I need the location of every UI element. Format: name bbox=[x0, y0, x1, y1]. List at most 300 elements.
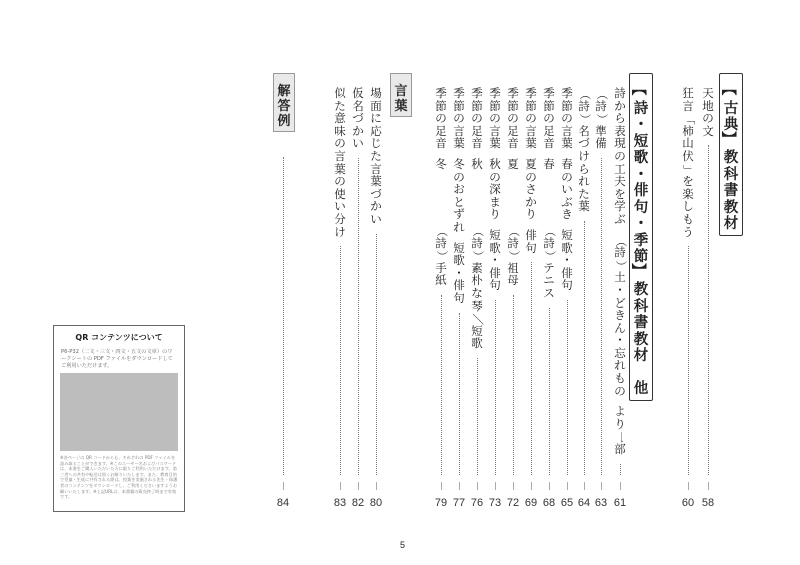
char: 節 bbox=[633, 249, 649, 265]
char: 言 bbox=[394, 84, 408, 99]
char: 山 bbox=[682, 136, 694, 151]
char: 葉 bbox=[489, 136, 501, 151]
char: ら bbox=[614, 111, 626, 126]
char: 狂 bbox=[682, 86, 694, 100]
page-tick bbox=[549, 482, 550, 490]
char: 春 bbox=[561, 156, 573, 171]
char: ） bbox=[595, 113, 610, 126]
char: ま bbox=[489, 194, 501, 209]
page-tick bbox=[495, 482, 496, 490]
page-tick bbox=[567, 482, 568, 490]
toc-entry-title bbox=[334, 88, 346, 239]
char: れ bbox=[453, 219, 465, 234]
toc-entry-koten-2[interactable] bbox=[678, 88, 698, 482]
char: 葉 bbox=[525, 136, 537, 151]
char: 詩 bbox=[578, 98, 590, 113]
char: ） bbox=[471, 250, 486, 263]
char: 母 bbox=[507, 273, 519, 288]
char: か bbox=[525, 194, 537, 209]
page-tick bbox=[441, 482, 442, 490]
char: ） bbox=[614, 260, 629, 272]
char: 材 bbox=[633, 348, 649, 364]
section-title-text bbox=[629, 80, 649, 397]
char: の bbox=[561, 111, 573, 126]
char: 柿 bbox=[682, 123, 694, 138]
char: 葉 bbox=[370, 174, 382, 189]
toc-entry-kaito-1[interactable] bbox=[273, 150, 293, 482]
char: 似 bbox=[334, 86, 346, 100]
toc-entry-subtitle bbox=[453, 240, 465, 306]
char: （ bbox=[471, 225, 486, 237]
toc-entry-subtitle bbox=[435, 225, 450, 288]
char: 学 bbox=[614, 199, 626, 214]
char: け bbox=[578, 148, 590, 163]
char: 歌 bbox=[453, 253, 465, 268]
toc-entry-shi-6[interactable] bbox=[521, 88, 541, 482]
char: の bbox=[471, 111, 483, 126]
char: 言 bbox=[525, 123, 537, 138]
char: 節 bbox=[525, 98, 537, 113]
tab-title-text bbox=[394, 80, 408, 114]
char: の bbox=[453, 111, 465, 126]
toc-entry-subtitle bbox=[471, 225, 486, 351]
char: 葉 bbox=[578, 199, 590, 214]
char: な bbox=[471, 285, 483, 300]
toc-entry-shi-5[interactable] bbox=[539, 88, 559, 482]
char: ニ bbox=[543, 273, 555, 288]
char: さ bbox=[525, 182, 537, 197]
leader-dots bbox=[620, 464, 621, 475]
char: り bbox=[525, 207, 537, 222]
char: も bbox=[614, 371, 626, 386]
char: 教 bbox=[723, 150, 739, 166]
char: 】 bbox=[719, 130, 736, 145]
char: （ bbox=[578, 88, 593, 101]
char: 「 bbox=[682, 113, 697, 126]
char: 短 bbox=[471, 323, 483, 338]
toc-entry-title bbox=[614, 88, 626, 227]
leader-dots bbox=[601, 158, 602, 475]
char: 古 bbox=[723, 100, 739, 117]
char: 短 bbox=[561, 227, 573, 242]
char: 葉 bbox=[453, 136, 465, 151]
toc-entry-subtitle bbox=[543, 225, 558, 301]
char: う bbox=[682, 224, 694, 239]
char: の bbox=[507, 111, 519, 126]
char: の bbox=[561, 169, 573, 184]
char: き bbox=[561, 207, 573, 222]
char: 【 bbox=[629, 81, 646, 96]
toc-entry-title bbox=[702, 88, 714, 138]
char: の bbox=[614, 383, 626, 398]
char: 応 bbox=[370, 123, 382, 138]
char: の bbox=[334, 136, 346, 151]
char: に bbox=[370, 111, 382, 126]
char: ／ bbox=[471, 313, 486, 326]
char: 朴 bbox=[471, 273, 483, 288]
char: ス bbox=[543, 285, 555, 300]
char: 俳 bbox=[525, 227, 537, 242]
char: 夏 bbox=[525, 156, 537, 171]
char: 季 bbox=[543, 86, 555, 100]
char: 季 bbox=[561, 86, 573, 100]
char: れ bbox=[578, 174, 590, 189]
char: 音 bbox=[471, 136, 483, 151]
char: 忘 bbox=[614, 345, 626, 360]
toc-entry-title bbox=[453, 88, 465, 235]
char: ・ bbox=[633, 117, 649, 133]
char: 句 bbox=[489, 278, 501, 293]
char: 現 bbox=[614, 136, 626, 151]
char: じ bbox=[370, 136, 382, 151]
toc-page-number: 69 bbox=[524, 497, 538, 509]
char: も bbox=[682, 211, 694, 226]
char: づ bbox=[370, 186, 382, 201]
char: 歌 bbox=[471, 336, 483, 351]
char: か bbox=[370, 199, 382, 214]
char: の bbox=[453, 169, 465, 184]
toc-entry-koten-1[interactable] bbox=[698, 88, 718, 482]
char: 冬 bbox=[453, 156, 465, 171]
char: 解 bbox=[277, 84, 291, 99]
char: 例 bbox=[277, 114, 291, 129]
char: と bbox=[453, 194, 465, 209]
char: 部 bbox=[614, 442, 626, 457]
char: 科 bbox=[633, 298, 649, 315]
leader-dots bbox=[495, 300, 496, 475]
char: よ bbox=[614, 404, 626, 419]
char: 季 bbox=[633, 232, 649, 249]
qr-box-notes: ※各ページの QR コードからも、それぞれの PDF ファイルを読み取ることができます。※このユーザー名およびパスワードは、本書をご購入いただいた方に限りご利用いただけます。第三者への共有や転送は固くお断りいたします。また、教育目的で児童・生徒に共有される際は、授業を実施される先生・保護者のコンテンツをダウンロードし、ご利用くださいますようお願いいたします。※上記URLは、本書籍の販売終了時まで有効です。 bbox=[60, 455, 178, 500]
char: 節 bbox=[453, 98, 465, 113]
char: 仮 bbox=[352, 86, 364, 100]
char: ） bbox=[435, 250, 450, 263]
char: を bbox=[614, 186, 626, 201]
char: 節 bbox=[489, 98, 501, 113]
char: の bbox=[614, 148, 626, 163]
tab-title-text bbox=[277, 80, 291, 129]
char: の bbox=[435, 111, 447, 126]
page-tick bbox=[513, 482, 514, 490]
char: れ bbox=[614, 358, 626, 373]
toc-page-number: 82 bbox=[351, 497, 365, 509]
char: 夏 bbox=[507, 156, 519, 171]
char: 俳 bbox=[633, 183, 649, 199]
qr-contents-box bbox=[53, 325, 185, 512]
char: 葉 bbox=[334, 161, 346, 176]
char: 書 bbox=[633, 315, 649, 331]
char: 伏 bbox=[682, 148, 694, 163]
char: 短 bbox=[489, 227, 501, 242]
leader-dots bbox=[283, 157, 284, 475]
char: か bbox=[352, 123, 364, 138]
page-tick bbox=[620, 482, 621, 490]
toc-page-number: 73 bbox=[488, 497, 502, 509]
char: 詩 bbox=[507, 235, 519, 250]
char: 季 bbox=[435, 86, 447, 100]
toc-entry-subtitle bbox=[614, 235, 629, 457]
char: 冬 bbox=[435, 156, 447, 171]
char: テ bbox=[543, 260, 555, 275]
char: か bbox=[614, 98, 626, 113]
char: お bbox=[453, 182, 465, 197]
char: 春 bbox=[543, 156, 555, 171]
char: ら bbox=[578, 161, 590, 176]
char: 一 bbox=[614, 431, 629, 444]
char: づ bbox=[578, 136, 590, 151]
toc-entry-shi-11[interactable] bbox=[431, 88, 451, 482]
char: 歌 bbox=[633, 150, 649, 166]
toc-entry-kotoba-3[interactable] bbox=[330, 88, 350, 482]
char: ・ bbox=[633, 216, 649, 232]
char: 表 bbox=[614, 123, 626, 138]
char: た bbox=[334, 98, 346, 113]
char: 祖 bbox=[507, 260, 519, 275]
char: の bbox=[702, 111, 714, 126]
char: 典 bbox=[723, 117, 739, 133]
char: 歌 bbox=[561, 240, 573, 255]
toc-entry-title bbox=[682, 86, 697, 239]
char: 俳 bbox=[561, 265, 573, 280]
char: 工 bbox=[614, 161, 626, 176]
page-tick bbox=[340, 482, 341, 490]
toc-entry-title bbox=[543, 88, 555, 172]
leader-dots bbox=[567, 300, 568, 475]
toc-entry-title bbox=[595, 88, 610, 151]
char: 節 bbox=[543, 98, 555, 113]
char: 句 bbox=[633, 199, 649, 216]
toc-entry-shi-2[interactable] bbox=[591, 88, 611, 482]
char: 句 bbox=[525, 240, 537, 255]
qr-box-title: QR コンテンツについて bbox=[75, 333, 163, 342]
char: 味 bbox=[334, 123, 346, 138]
char: 句 bbox=[561, 278, 573, 293]
char: 場 bbox=[370, 86, 382, 100]
char: 」 bbox=[682, 164, 697, 176]
toc-page-number: 84 bbox=[276, 497, 290, 509]
char: 答 bbox=[277, 99, 291, 114]
page-tick bbox=[688, 482, 689, 490]
char: 足 bbox=[471, 123, 483, 138]
toc-entry-title bbox=[471, 88, 483, 172]
char: 言 bbox=[682, 98, 694, 113]
char: ・ bbox=[489, 253, 501, 268]
leader-dots bbox=[584, 221, 585, 475]
toc-page-number: 68 bbox=[542, 497, 556, 509]
tab-heading-kaito bbox=[273, 73, 295, 132]
char: ・ bbox=[633, 166, 649, 183]
char: 分 bbox=[334, 211, 346, 226]
char: ど bbox=[614, 295, 626, 310]
char: い bbox=[370, 211, 382, 226]
qr-box-text: P6-P32（二文・三文・四文・五文の文章）のワークシートの PDF ファイルをダウンロードしてご利用いただけます。 bbox=[61, 349, 173, 369]
char: い bbox=[334, 199, 346, 214]
section-heading-koten bbox=[719, 73, 743, 236]
toc-entry-title bbox=[489, 88, 501, 222]
char: 俳 bbox=[453, 278, 465, 293]
page-tick bbox=[601, 482, 602, 490]
page-tick bbox=[531, 482, 532, 490]
char: 【 bbox=[719, 81, 736, 96]
char: （ bbox=[543, 225, 558, 237]
toc-entry-subtitle bbox=[489, 227, 501, 293]
char: 足 bbox=[543, 123, 555, 138]
page-folio: 5 bbox=[400, 540, 406, 550]
leader-dots bbox=[688, 246, 689, 475]
char: 素 bbox=[471, 260, 483, 275]
char: 季 bbox=[471, 86, 483, 100]
char: 深 bbox=[489, 182, 501, 197]
toc-entry-shi-9[interactable] bbox=[467, 88, 487, 482]
char: の bbox=[525, 111, 537, 126]
toc-entry-shi-10[interactable] bbox=[449, 88, 469, 482]
char: （ bbox=[595, 88, 610, 101]
char: ぶ bbox=[614, 211, 626, 226]
toc-page-number: 60 bbox=[681, 497, 695, 509]
char: 節 bbox=[507, 98, 519, 113]
toc-entry-shi-1[interactable] bbox=[610, 88, 630, 482]
char: ・ bbox=[614, 333, 626, 348]
char: ） bbox=[578, 113, 593, 126]
char: 地 bbox=[702, 98, 714, 113]
leader-dots bbox=[477, 358, 478, 475]
char: 足 bbox=[507, 123, 519, 138]
char: 季 bbox=[453, 86, 465, 100]
char: し bbox=[682, 199, 694, 214]
char: 詩 bbox=[614, 86, 626, 100]
toc-entry-title bbox=[435, 88, 447, 172]
char: 詩 bbox=[471, 235, 483, 250]
char: 詩 bbox=[633, 100, 649, 117]
char: 名 bbox=[578, 123, 590, 138]
toc-entry-shi-8[interactable] bbox=[485, 88, 505, 482]
char: 節 bbox=[435, 98, 447, 113]
char: 材 bbox=[723, 216, 739, 232]
char: ） bbox=[543, 250, 558, 263]
char: 音 bbox=[435, 136, 447, 151]
char: 葉 bbox=[394, 99, 408, 114]
char: 季 bbox=[489, 86, 501, 100]
toc-page-number: 77 bbox=[452, 497, 466, 509]
char: ・ bbox=[561, 253, 573, 268]
char: 短 bbox=[453, 240, 465, 255]
char: 他 bbox=[633, 381, 649, 397]
toc-entry-title bbox=[352, 88, 364, 151]
toc-entry-title bbox=[525, 88, 537, 222]
leader-dots bbox=[513, 295, 514, 475]
char: 節 bbox=[471, 98, 483, 113]
char: 秋 bbox=[489, 156, 501, 171]
toc-entry-shi-4[interactable] bbox=[557, 88, 577, 482]
char: 】 bbox=[629, 262, 646, 277]
toc-entry-subtitle bbox=[561, 227, 573, 293]
char: （ bbox=[435, 225, 450, 237]
char: 名 bbox=[352, 98, 364, 113]
char: の bbox=[525, 169, 537, 184]
char: た bbox=[370, 148, 382, 163]
char: の bbox=[543, 111, 555, 126]
char: 句 bbox=[453, 290, 465, 305]
toc-entry-title bbox=[370, 88, 382, 227]
char: 楽 bbox=[682, 186, 694, 201]
char: 土 bbox=[614, 270, 626, 285]
toc-entry-title bbox=[561, 88, 573, 222]
page-tick bbox=[358, 482, 359, 490]
char: 秋 bbox=[471, 156, 483, 171]
page-tick bbox=[376, 482, 377, 490]
char: 詩 bbox=[543, 235, 555, 250]
char: ・ bbox=[453, 265, 465, 280]
char: 言 bbox=[334, 148, 346, 163]
char: 紙 bbox=[435, 273, 447, 288]
char: 詩 bbox=[435, 235, 447, 250]
toc-page-number: 58 bbox=[701, 497, 715, 509]
char: 葉 bbox=[561, 136, 573, 151]
toc-page-number: 61 bbox=[613, 497, 627, 509]
char: 備 bbox=[595, 136, 607, 151]
toc-page-number: 72 bbox=[506, 497, 520, 509]
char: （ bbox=[507, 225, 522, 237]
leader-dots bbox=[549, 308, 550, 475]
leader-dots bbox=[358, 158, 359, 475]
toc-page-number: 83 bbox=[333, 497, 347, 509]
char: け bbox=[334, 224, 346, 239]
toc-entry-title bbox=[507, 88, 519, 172]
toc-page-number: 76 bbox=[470, 497, 484, 509]
page-tick bbox=[477, 482, 478, 490]
leader-dots bbox=[459, 313, 460, 476]
char: 使 bbox=[334, 186, 346, 201]
page-tick bbox=[708, 482, 709, 490]
char: 音 bbox=[507, 136, 519, 151]
char: 言 bbox=[453, 123, 465, 138]
toc-entry-title bbox=[578, 88, 593, 214]
toc-entry-shi-3[interactable] bbox=[574, 88, 594, 482]
char: 言 bbox=[489, 123, 501, 138]
char: ず bbox=[453, 207, 465, 222]
leader-dots bbox=[531, 262, 532, 475]
toc-page-number: 63 bbox=[594, 497, 608, 509]
toc-entry-subtitle bbox=[525, 227, 537, 255]
char: 科 bbox=[723, 166, 739, 183]
char: 教 bbox=[633, 282, 649, 298]
char: 季 bbox=[507, 86, 519, 100]
toc-page-number: 65 bbox=[560, 497, 574, 509]
char: ） bbox=[507, 250, 522, 263]
toc-page-number: 79 bbox=[434, 497, 448, 509]
char: の bbox=[489, 111, 501, 126]
char: ・ bbox=[614, 282, 626, 297]
toc-entry-kotoba-2[interactable] bbox=[348, 88, 368, 482]
char: い bbox=[561, 182, 573, 197]
char: き bbox=[614, 308, 626, 323]
toc-entry-kotoba-1[interactable] bbox=[366, 88, 386, 482]
qr-code-placeholder bbox=[60, 373, 178, 451]
char: り bbox=[489, 207, 501, 222]
char: た bbox=[578, 186, 590, 201]
toc-entry-shi-7[interactable] bbox=[503, 88, 523, 482]
char: を bbox=[682, 174, 694, 189]
page-tick bbox=[584, 482, 585, 490]
char: り bbox=[614, 416, 626, 431]
char: 詩 bbox=[595, 98, 607, 113]
toc-page-number: 80 bbox=[369, 497, 383, 509]
char: 夫 bbox=[614, 174, 626, 189]
tab-heading-kotoba bbox=[390, 73, 412, 117]
leader-dots bbox=[340, 246, 341, 475]
char: ん bbox=[614, 320, 626, 335]
toc-page-number: 64 bbox=[577, 497, 591, 509]
